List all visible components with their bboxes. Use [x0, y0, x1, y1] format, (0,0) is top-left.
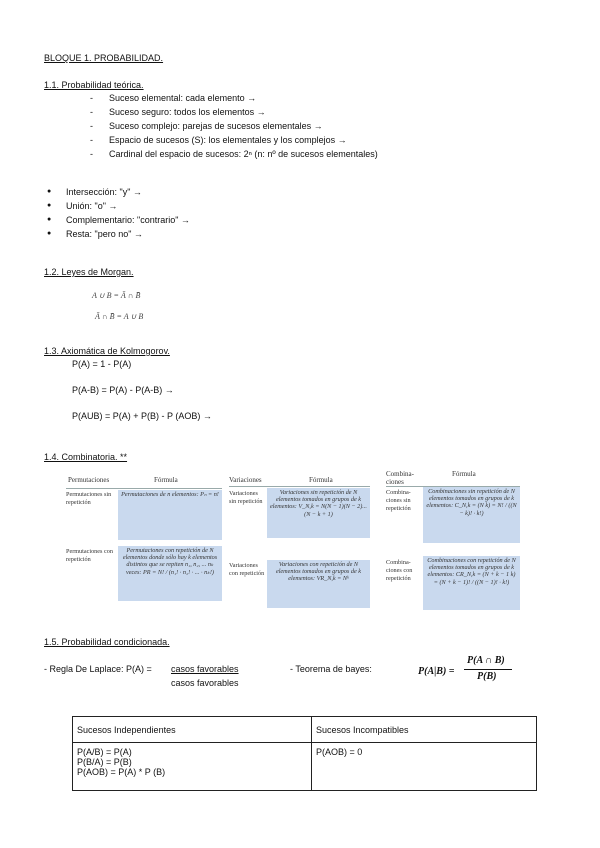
kolmogorov-line: P(A-B) = P(A) - P(A-B) → [72, 385, 174, 395]
formula-line: P(AOB) = 0 [316, 747, 363, 757]
table-cell-independientes [73, 743, 312, 791]
bayes-label: - Teorema de bayes: [290, 664, 372, 674]
list-item: - Suceso complejo: parejas de sucesos elementales → [109, 121, 323, 131]
formula-line: P(A/B) = P(A) [77, 747, 132, 757]
formula-cell: Combinaciones sin repetición de N elementos tomados en grupos de k elementos: C_N,k = (N k) = N! / ((N − k)! · k!) [423, 487, 520, 543]
table-header-incompatibles: Sucesos Incompatibles [312, 717, 537, 743]
page-title: BLOQUE 1. PROBABILIDAD. [44, 53, 164, 63]
table-col-label: Permutaciones [68, 476, 110, 484]
morgan-law-2: Ā ∩ B̄ = A ∪ B [95, 312, 144, 321]
list-item: ● Complementario: "contrario" → [66, 215, 190, 225]
combinaciones-table [386, 470, 520, 610]
table-header-independientes: Sucesos Independientes [73, 717, 312, 743]
formula-cell: Combinaciones con repetición de N elementos tomados en grupos de k elementos: CR_N,k = (N + k − 1 k) = (N + k − 1)! / ((N − 1)! · k!) [423, 556, 520, 610]
permutaciones-table [66, 476, 222, 601]
laplace-denominator: casos favorables [171, 678, 239, 688]
list-item: ● Unión: "o" → [66, 201, 117, 211]
bayes-lhs: P(A|B) = [418, 666, 455, 677]
row-label: Variaciones con repetición [229, 562, 265, 577]
kolmogorov-line: P(AUB) = P(A) + P(B) - P (AOB) → [72, 411, 212, 421]
sucesos-table [72, 716, 537, 791]
list-item: - Cardinal del espacio de sucesos: 2ⁿ (n: nº de sucesos elementales) [109, 149, 378, 159]
row-label: Combina-ciones sin repetición [386, 489, 411, 512]
section-1-1-heading: 1.1. Probabilidad teórica. [44, 80, 144, 90]
table-col-label: Fórmula [452, 470, 476, 478]
list-item: ● Resta: "pero no" → [66, 229, 143, 239]
row-label: Permutaciones sin repetición [66, 491, 112, 506]
row-label: Combina-ciones con repetición [386, 559, 413, 582]
morgan-law-1: A ∪ B = Ā ∩ B̄ [92, 291, 141, 300]
formula-cell: Permutaciones con repetición de N elementos donde sólo hay k elementos distintos que se repiten n₁, n₂, ... nₖ veces: PR = N! / (n₁! · n₂! · ... · nₖ!) [118, 546, 222, 601]
laplace-numerator: casos favorables [171, 664, 239, 674]
list-item: - Espacio de sucesos (S): los elementales y los complejos → [109, 135, 347, 145]
bayes-numerator: P(A ∩ B) [467, 655, 505, 666]
formula-line: P(AOB) = P(A) * P (B) [77, 767, 166, 777]
formula-cell: Variaciones sin repetición de N elementos tomados en grupos de k elementos: V_N,k = N(N − 1)(N − 2)...(N − k + 1) [267, 488, 370, 538]
laplace-label: - Regla De Laplace: P(A) = [44, 664, 152, 674]
formula-cell: Permutaciones de n elementos: Pₙ = n! [118, 490, 222, 540]
kolmogorov-line: P(A) = 1 - P(A) [72, 359, 132, 369]
table-col-label: Fórmula [309, 476, 333, 484]
row-label: Variaciones sin repetición [229, 490, 263, 505]
list-item: - Suceso seguro: todos los elementos → [109, 107, 266, 117]
table-col-label: Fórmula [154, 476, 178, 484]
table-cell-incompatibles [312, 743, 537, 791]
section-1-4-heading: 1.4. Combinatoria. ** [44, 452, 128, 462]
section-1-3-heading: 1.3. Axiomática de Kolmogorov. [44, 346, 170, 356]
formula-line: P(B/A) = P(B) [77, 757, 132, 767]
table-col-label: Variaciones [229, 476, 262, 484]
section-1-5-heading: 1.5. Probabilidad condicionada. [44, 637, 170, 647]
list-item: - Suceso elemental: cada elemento → [109, 93, 256, 103]
section-1-2-heading: 1.2. Leyes de Morgan. [44, 267, 134, 277]
row-label: Permutaciones con repetición [66, 548, 113, 563]
formula-cell: Variaciones con repetición de N elementos tomados en grupos de k elementos: VR_N,k = Nᵏ [267, 560, 370, 608]
list-item: ● Intersección: "y" → [66, 187, 142, 197]
table-col-label: Combina-ciones [386, 470, 414, 486]
variaciones-table [229, 476, 370, 608]
bayes-denominator: P(B) [477, 671, 497, 682]
fraction-bar [464, 669, 512, 670]
